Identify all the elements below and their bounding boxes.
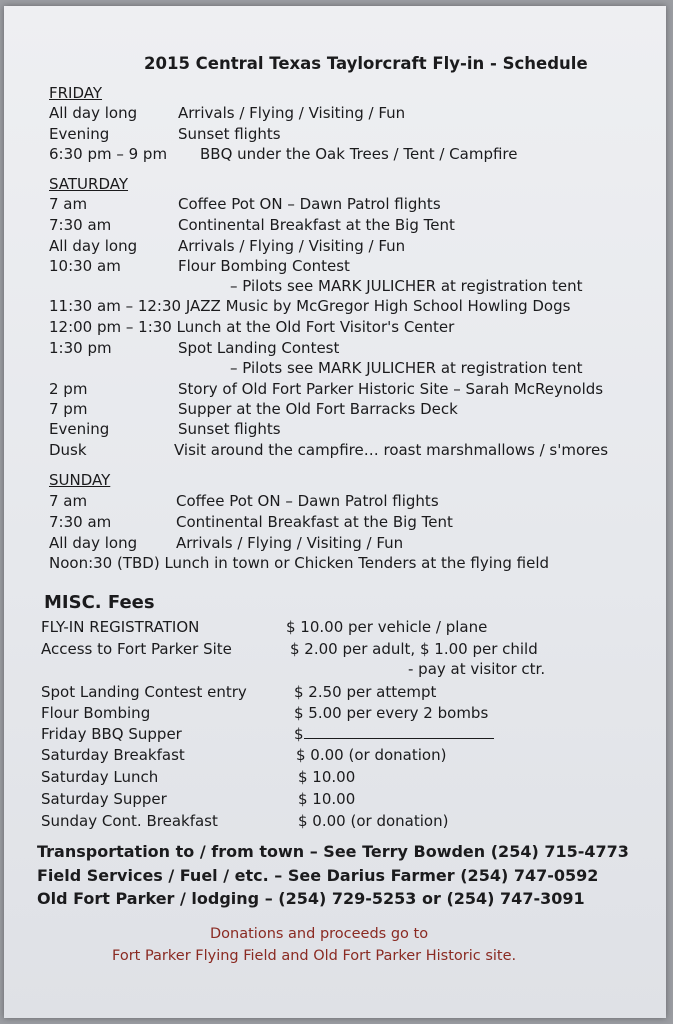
fee-item-bbq: Friday BBQ Supper xyxy=(41,725,182,743)
fee-item-sat-breakfast: Saturday Breakfast xyxy=(41,746,185,764)
saturday-note-flour: – Pilots see MARK JULICHER at registration tent xyxy=(230,277,583,295)
fee-price-access: $ 2.00 per adult, $ 1.00 per child xyxy=(290,640,538,658)
sunday-time-1: 7 am xyxy=(49,492,88,510)
saturday-time-spot: 1:30 pm xyxy=(49,339,112,357)
sunday-event-2: Continental Breakfast at the Big Tent xyxy=(176,513,453,531)
contact-lodging: Old Fort Parker / lodging – (254) 729-5253 or (254) 747-3091 xyxy=(37,889,585,908)
saturday-heading: SATURDAY xyxy=(49,175,129,193)
saturday-note-spot: – Pilots see MARK JULICHER at registration tent xyxy=(230,359,583,377)
contact-field-services: Field Services / Fuel / etc. – See Darius Farmer (254) 747-0592 xyxy=(37,866,599,885)
saturday-time-7: Evening xyxy=(49,420,110,438)
page-title: 2015 Central Texas Taylorcraft Fly-in - Schedule xyxy=(144,54,588,73)
donations-line-1: Donations and proceeds go to xyxy=(210,926,429,942)
schedule-sheet xyxy=(4,6,666,1018)
fee-price-bbq-symbol: $ xyxy=(294,725,304,743)
friday-time-3: 6:30 pm – 9 pm xyxy=(49,145,168,163)
saturday-time-6: 7 pm xyxy=(49,400,88,418)
fee-item-sat-lunch: Saturday Lunch xyxy=(41,768,159,786)
saturday-time-8: Dusk xyxy=(49,441,87,459)
fee-price-spot: $ 2.50 per attempt xyxy=(294,683,437,701)
friday-event-2: Sunset flights xyxy=(178,125,281,143)
saturday-jazz: 11:30 am – 12:30 JAZZ Music by McGregor High School Howling Dogs xyxy=(49,297,571,315)
saturday-event-5: Story of Old Fort Parker Historic Site – Sarah McReynolds xyxy=(178,380,604,398)
fee-price-sat-breakfast: $ 0.00 (or donation) xyxy=(296,746,447,764)
fee-price-sat-lunch: $ 10.00 xyxy=(298,768,356,786)
fee-item-spot: Spot Landing Contest entry xyxy=(41,683,247,701)
saturday-event-7: Sunset flights xyxy=(178,420,281,438)
saturday-time-1: 7 am xyxy=(49,195,88,213)
fee-item-registration: FLY-IN REGISTRATION xyxy=(41,618,200,636)
friday-heading: FRIDAY xyxy=(49,84,103,102)
contact-transportation: Transportation to / from town – See Terry Bowden (254) 715-4773 xyxy=(37,842,629,861)
sunday-time-3: All day long xyxy=(49,534,138,552)
fee-price-sun-breakfast: $ 0.00 (or donation) xyxy=(298,812,449,830)
misc-fees-heading: MISC. Fees xyxy=(44,592,155,613)
friday-time-2: Evening xyxy=(49,125,110,143)
fee-price-bbq xyxy=(294,725,494,743)
sunday-heading: SUNDAY xyxy=(49,471,111,489)
saturday-event-spot: Spot Landing Contest xyxy=(178,339,340,357)
fee-price-bbq-blank xyxy=(304,726,494,739)
friday-event-3: BBQ under the Oak Trees / Tent / Campfire xyxy=(200,145,518,163)
saturday-event-6: Supper at the Old Fort Barracks Deck xyxy=(178,400,458,418)
fee-visitor-note: - pay at visitor ctr. xyxy=(408,660,546,678)
fee-price-registration: $ 10.00 per vehicle / plane xyxy=(286,618,488,636)
sunday-noon: Noon:30 (TBD) Lunch in town or Chicken Tenders at the flying field xyxy=(49,554,550,572)
fee-item-access: Access to Fort Parker Site xyxy=(41,640,232,658)
sunday-time-2: 7:30 am xyxy=(49,513,112,531)
saturday-time-2: 7:30 am xyxy=(49,216,112,234)
sunday-event-1: Coffee Pot ON – Dawn Patrol flights xyxy=(176,492,439,510)
saturday-time-3: All day long xyxy=(49,237,138,255)
fee-item-sat-supper: Saturday Supper xyxy=(41,790,167,808)
friday-event-1: Arrivals / Flying / Visiting / Fun xyxy=(178,104,406,122)
saturday-event-3: Arrivals / Flying / Visiting / Fun xyxy=(178,237,406,255)
friday-time-1: All day long xyxy=(49,104,138,122)
saturday-event-4: Flour Bombing Contest xyxy=(178,257,350,275)
fee-item-flour: Flour Bombing xyxy=(41,704,151,722)
saturday-event-1: Coffee Pot ON – Dawn Patrol flights xyxy=(178,195,441,213)
saturday-time-5: 2 pm xyxy=(49,380,88,398)
saturday-event-2: Continental Breakfast at the Big Tent xyxy=(178,216,455,234)
sunday-event-3: Arrivals / Flying / Visiting / Fun xyxy=(176,534,404,552)
donations-line-2: Fort Parker Flying Field and Old Fort Parker Historic site. xyxy=(112,948,517,964)
saturday-event-8: Visit around the campfire… roast marshmallows / s'mores xyxy=(174,441,609,459)
fee-price-flour: $ 5.00 per every 2 bombs xyxy=(294,704,489,722)
saturday-lunch: 12:00 pm – 1:30 Lunch at the Old Fort Visitor's Center xyxy=(49,318,455,336)
fee-price-sat-supper: $ 10.00 xyxy=(298,790,356,808)
fee-item-sun-breakfast: Sunday Cont. Breakfast xyxy=(41,812,218,830)
saturday-time-4: 10:30 am xyxy=(49,257,121,275)
